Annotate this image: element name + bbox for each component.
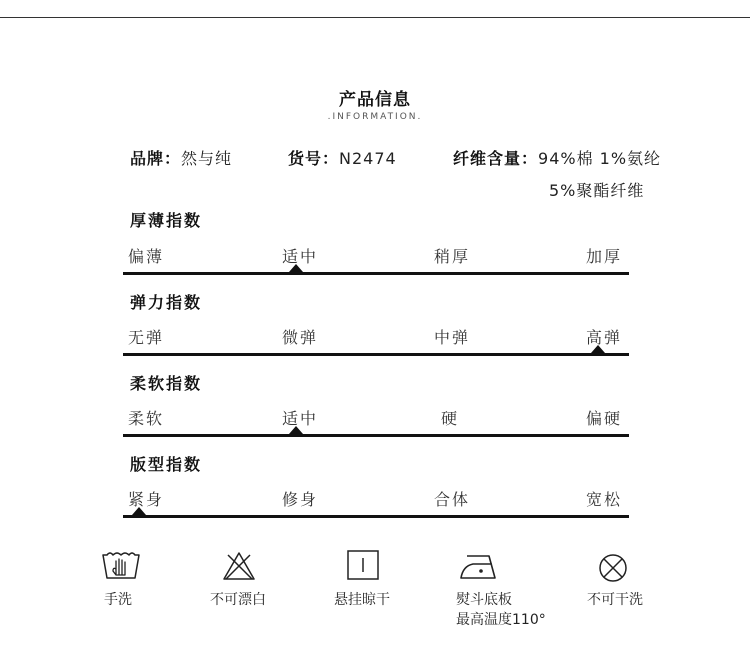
scale-marker <box>289 264 303 272</box>
scale-bar <box>123 353 629 356</box>
scale-marker <box>132 507 146 515</box>
sku-value: N2474 <box>339 149 397 168</box>
brand-label: 品牌： <box>130 149 182 168</box>
scale-option: 硬 <box>441 409 460 428</box>
scale-title-softness: 柔软指数 <box>130 374 203 393</box>
scale-option: 偏薄 <box>128 247 165 266</box>
care-label-no-bleach: 不可漂白 <box>210 592 266 608</box>
fiber-label: 纤维含量： <box>453 149 539 168</box>
scale-option: 适中 <box>282 409 319 428</box>
scale-option: 紧身 <box>128 490 165 509</box>
top-divider <box>0 17 750 18</box>
scale-bar <box>123 434 629 437</box>
scale-option: 偏硬 <box>586 409 623 428</box>
fiber-value-line2: 5%聚酯纤维 <box>549 181 645 200</box>
scale-marker <box>591 345 605 353</box>
scale-option: 无弹 <box>128 328 165 347</box>
iron-icon <box>459 552 499 580</box>
scale-title-fit: 版型指数 <box>130 455 203 474</box>
scale-bar <box>123 272 629 275</box>
scale-title-thickness: 厚薄指数 <box>130 211 203 230</box>
hand-wash-icon <box>101 549 141 581</box>
scale-option: 微弹 <box>282 328 319 347</box>
scale-option: 柔软 <box>128 409 165 428</box>
care-label-iron-temp: 最高温度110° <box>456 612 546 628</box>
sku-label: 货号： <box>288 149 340 168</box>
sku-info <box>288 146 397 169</box>
hang-dry-icon <box>347 550 379 580</box>
scale-option: 中弹 <box>434 328 471 347</box>
scale-marker <box>289 426 303 434</box>
care-label-hand-wash: 手洗 <box>104 592 132 608</box>
no-dry-clean-icon <box>598 553 628 583</box>
scale-option: 高弹 <box>586 328 623 347</box>
page-subtitle: .INFORMATION. <box>327 112 423 122</box>
fiber-value: 94%棉 1%氨纶 <box>538 149 662 168</box>
scale-option: 适中 <box>282 247 319 266</box>
care-label-no-dry-clean: 不可干洗 <box>587 592 643 608</box>
scale-option: 合体 <box>434 490 471 509</box>
scale-bar <box>123 515 629 518</box>
care-label-iron: 熨斗底板 <box>456 592 512 608</box>
brand-value: 然与纯 <box>181 149 233 168</box>
fiber-info <box>453 146 661 169</box>
no-bleach-icon <box>222 551 256 581</box>
scale-option: 稍厚 <box>434 247 471 266</box>
scale-option: 加厚 <box>586 247 623 266</box>
care-label-hang-dry: 悬挂晾干 <box>334 592 390 608</box>
page-title: 产品信息 <box>339 90 411 110</box>
scale-option: 宽松 <box>586 490 623 509</box>
brand-info <box>130 146 232 169</box>
scale-title-elasticity: 弹力指数 <box>130 293 203 312</box>
scale-option: 修身 <box>282 490 319 509</box>
